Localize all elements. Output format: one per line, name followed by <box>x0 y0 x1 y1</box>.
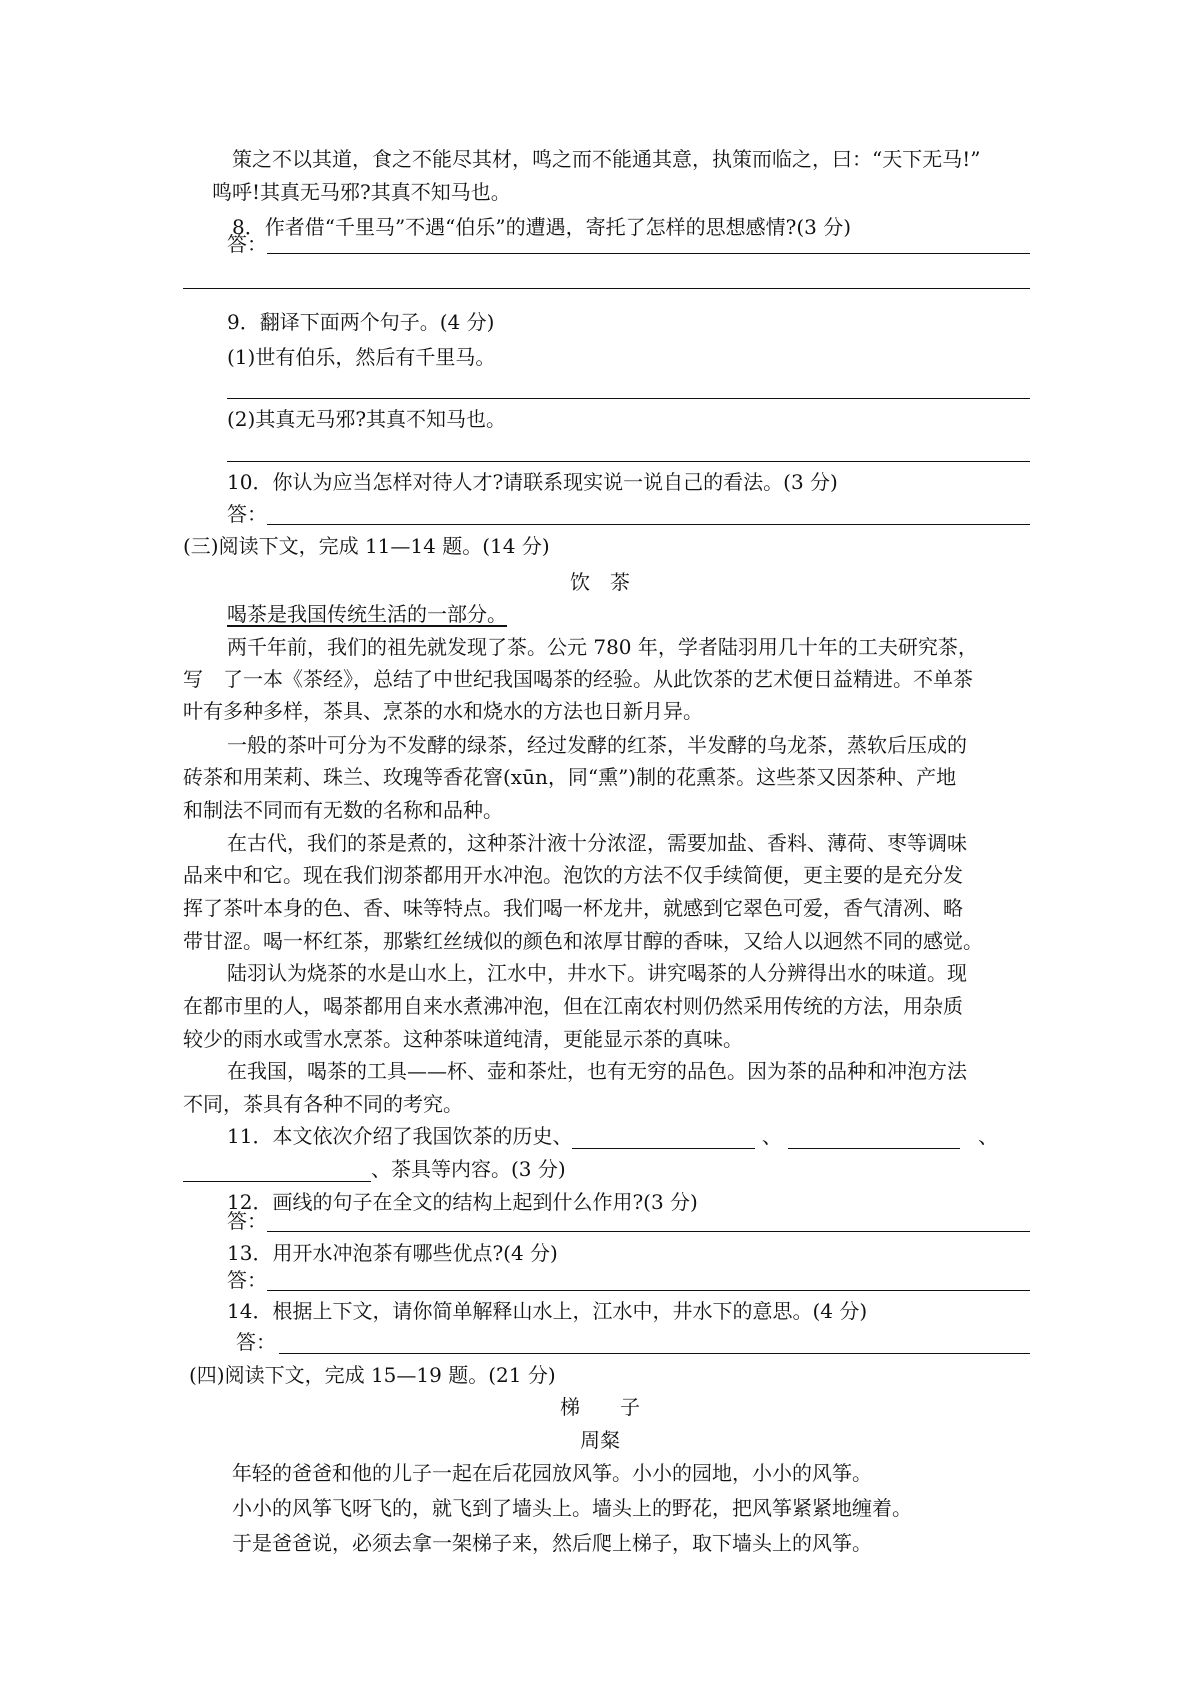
paragraph-line: 挥了茶叶本身的色、香、味等特点。我们喝一杯龙井，就感到它翠色可爱，香气清冽、略 <box>183 896 963 920</box>
article-title: 饮 茶 <box>570 570 630 594</box>
question-12: 12．画线的句子在全文的结构上起到什么作用?(3 分) <box>227 1190 698 1214</box>
article-title: 梯 子 <box>560 1395 640 1419</box>
separator: 、 <box>761 1124 782 1148</box>
question-13: 13．用开水冲泡茶有哪些优点?(4 分) <box>227 1241 558 1265</box>
paragraph-line: 较少的雨水或雪水烹茶。这种茶味道纯清，更能显示茶的真味。 <box>183 1027 743 1051</box>
paragraph-line: 在都市里的人，喝茶都用自来水煮沸冲泡，但在江南农村则仍然采用传统的方法，用杂质 <box>183 994 963 1018</box>
paragraph-line: 陆羽认为烧茶的水是山水上，江水中，井水下。讲究喝茶的人分辨得出水的味道。现 <box>227 961 967 985</box>
paragraph-line: 和制法不同而有无数的名称和品种。 <box>183 798 503 822</box>
separator: 、 <box>978 1124 999 1148</box>
paragraph-line: 在古代，我们的茶是煮的，这种茶汁液十分浓涩，需要加盐、香料、薄荷、枣等调味 <box>227 831 967 855</box>
question-14: 14．根据上下文，请你简单解释山水上，江水中，井水下的意思。(4 分) <box>227 1299 868 1323</box>
paragraph-line: 在我国，喝茶的工具——杯、壶和茶灶，也有无穷的品色。因为茶的品种和冲泡方法 <box>227 1059 967 1083</box>
paragraph-line: 砖茶和用茉莉、珠兰、玫瑰等香花窨(xūn，同“熏”)制的花熏茶。这些茶又因茶种、产地 <box>183 765 957 789</box>
question-11-end: 、茶具等内容。(3 分) <box>371 1157 566 1181</box>
passage-line: 鸣呼!其真无马邪?其真不知马也。 <box>212 180 511 204</box>
answer-line[interactable] <box>267 253 1030 254</box>
answer-line[interactable] <box>267 524 1030 525</box>
section-heading: (四)阅读下文，完成 15—19 题。(21 分) <box>189 1363 556 1387</box>
paragraph-line: 带甘涩。喝一杯红茶，那紫红丝绒似的颜色和浓厚甘醇的香味，又给人以迥然不同的感觉。 <box>183 929 983 953</box>
question-11 <box>227 1122 998 1150</box>
paragraph-line: 两千年前，我们的祖先就发现了茶。公元 780 年，学者陆羽用几十年的工夫研究茶， <box>227 635 978 659</box>
article-author: 周粲 <box>580 1428 620 1452</box>
answer-line[interactable] <box>279 1353 1030 1354</box>
fill-blank[interactable] <box>788 1126 960 1149</box>
answer-line[interactable] <box>267 1231 1030 1232</box>
fill-blank[interactable] <box>183 1159 371 1182</box>
question-11-cont <box>183 1155 566 1183</box>
question-10: 10．你认为应当怎样对待人才?请联系现实说一说自己的看法。(3 分) <box>227 470 838 494</box>
answer-line[interactable] <box>267 1290 1030 1291</box>
question-11-start: 11．本文依次介绍了我国饮茶的历史、 <box>227 1124 573 1148</box>
sentence-1: (1)世有伯乐，然后有千里马。 <box>227 345 496 369</box>
answer-label: 答： <box>227 232 267 256</box>
question-8: 8．作者借“千里马”不遇“伯乐”的遭遇，寄托了怎样的思想感情?(3 分) <box>232 215 852 239</box>
section-heading: (三)阅读下文，完成 11—14 题。(14 分) <box>183 534 550 558</box>
paragraph-line: 一般的茶叶可分为不发酵的绿茶，经过发酵的红茶，半发酵的乌龙茶，蒸软后压成的 <box>227 733 967 757</box>
answer-line[interactable] <box>227 461 1030 462</box>
paragraph-line: 写 了一本《茶经》，总结了中世纪我国喝茶的经验。从此饮茶的艺术便日益精进。不单茶 <box>183 667 973 691</box>
answer-label: 答： <box>236 1330 276 1354</box>
paragraph-line: 品来中和它。现在我们沏茶都用开水冲泡。泡饮的方法不仅手续简便，更主要的是充分发 <box>183 863 963 887</box>
paragraph-line: 年轻的爸爸和他的儿子一起在后花园放风筝。小小的园地，小小的风筝。 <box>232 1461 872 1485</box>
answer-label: 答： <box>227 1268 267 1292</box>
underlined-sentence: 喝茶是我国传统生活的一部分。 <box>227 602 507 626</box>
answer-line[interactable] <box>227 398 1030 399</box>
sentence-2: (2)其真无马邪?其真不知马也。 <box>227 407 507 431</box>
answer-label: 答： <box>227 1209 267 1233</box>
answer-label: 答： <box>227 502 267 526</box>
paragraph-line: 小小的风筝飞呀飞的，就飞到了墙头上。墙头上的野花，把风筝紧紧地缠着。 <box>232 1496 912 1520</box>
answer-line[interactable] <box>183 288 1030 289</box>
paragraph-line: 于是爸爸说，必须去拿一架梯子来，然后爬上梯子，取下墙头上的风筝。 <box>232 1531 872 1555</box>
fill-blank[interactable] <box>572 1126 755 1149</box>
passage-line: 策之不以其道，食之不能尽其材，鸣之而不能通其意，执策而临之，曰：“天下无马!” <box>232 147 981 171</box>
paragraph-line: 叶有多种多样，茶具、烹茶的水和烧水的方法也日新月异。 <box>183 699 703 723</box>
paragraph-line: 不同，茶具有各种不同的考究。 <box>183 1092 463 1116</box>
question-9: 9．翻译下面两个句子。(4 分) <box>227 310 495 334</box>
